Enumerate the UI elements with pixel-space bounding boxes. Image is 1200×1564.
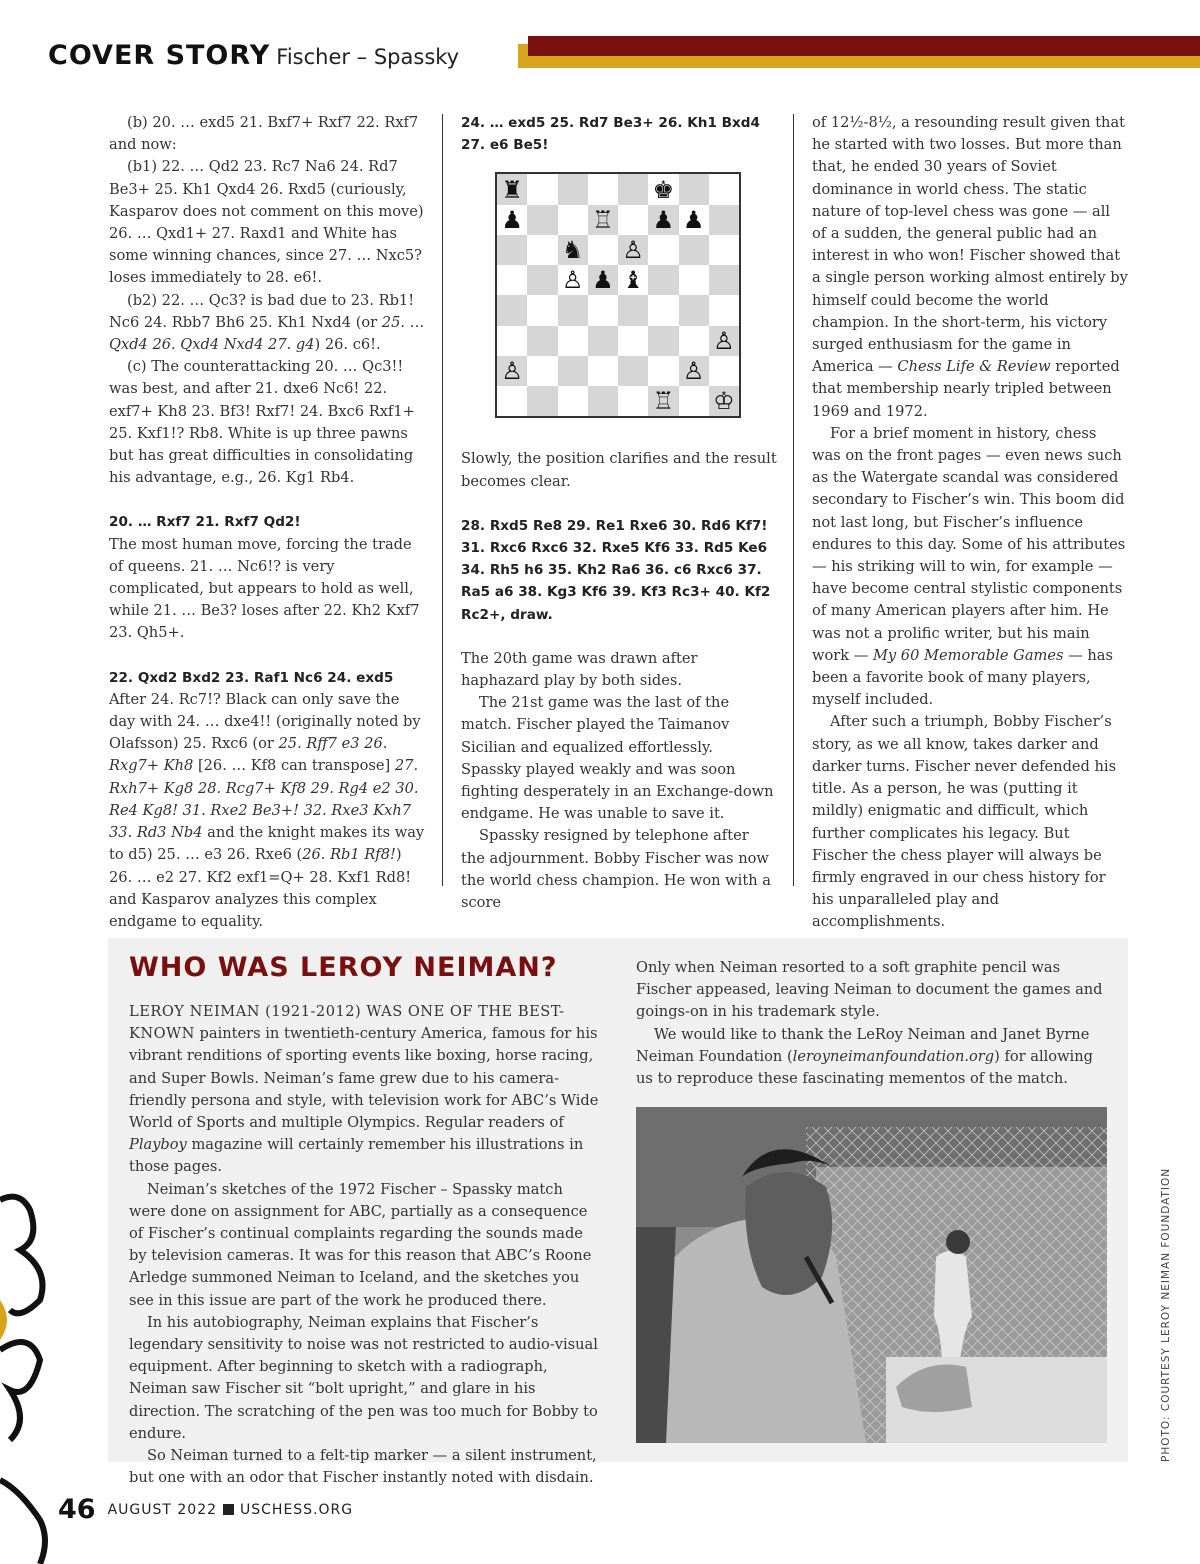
chess-piece-square: ♖ bbox=[648, 386, 678, 416]
paragraph: The 20th game was drawn after haphazard play by both sides. bbox=[461, 649, 698, 690]
paragraph: Slowly, the position clarifies and the result becomes clear. bbox=[461, 450, 777, 490]
chess-piece-square: ♟ bbox=[648, 205, 678, 235]
chess-square bbox=[679, 174, 709, 204]
chess-square bbox=[558, 205, 588, 235]
chess-square bbox=[709, 295, 739, 325]
chess-square bbox=[527, 386, 557, 416]
chess-piece-square: ♜ bbox=[497, 174, 527, 204]
neiman-photo bbox=[636, 1107, 1107, 1443]
chess-square bbox=[618, 326, 648, 356]
move-heading: 28. Rxd5 Re8 29. Re1 Rxe6 30. Rd6 Kf7! 31. Rxc6 Rxc6 32. Rxe5 Kf6 33. Rd5 Ke6 34. Rh5 h6 35. Kh2 Ra6 36. c6 Rxc6 37. Ra5 a6 38. Kg3 Kf6 39. Kf3 Rc3+ 40. Kf2 Rc2+, draw. bbox=[461, 517, 771, 623]
chess-square bbox=[679, 265, 709, 295]
chess-square bbox=[558, 174, 588, 204]
paragraph: (b) 20. … exd5 21. Bxf7+ Rxf7 22. Rxf7 and now: bbox=[109, 114, 419, 154]
chess-square bbox=[709, 235, 739, 265]
paragraph: In his autobiography, Neiman explains that Fischer’s legendary sensitivity to noise was not restricted to audio-visual equipment. After beginning to sketch with a radiograph, Neiman saw Fischer sit “bolt upright,” and glare in his direction. The scratching of the pen was too much for Bobby to endure. bbox=[129, 1313, 598, 1442]
paragraph: Spassky resigned by telephone after the adjournment. Bobby Fischer was now the world chess champion. He won with a score bbox=[461, 827, 771, 912]
paragraph: So Neiman turned to a felt-tip marker — a silent instrument, but one with an odor that Fischer instantly noted with disdain. bbox=[129, 1447, 597, 1487]
chess-square bbox=[527, 235, 557, 265]
chess-square bbox=[648, 326, 678, 356]
chess-square bbox=[588, 295, 618, 325]
move-heading: 22. Qxd2 Bxd2 23. Raf1 Nc6 24. exd5 bbox=[109, 669, 394, 686]
chess-square bbox=[588, 386, 618, 416]
chess-square bbox=[679, 386, 709, 416]
chess-piece-square: ♙ bbox=[679, 356, 709, 386]
chess-square bbox=[679, 235, 709, 265]
chess-piece-square: ♙ bbox=[618, 235, 648, 265]
article-column-2 bbox=[461, 112, 777, 914]
separator-square-icon bbox=[223, 1504, 234, 1515]
paragraph: We would like to thank the LeRoy Neiman and Janet Byrne Neiman Foundation (leroyneimanfoundation.org) for allowing us to reproduce these fascinating mementos of the match. bbox=[636, 1025, 1093, 1088]
section-kicker: COVER STORY bbox=[48, 40, 271, 71]
chess-piece-square: ♟ bbox=[679, 205, 709, 235]
chess-square bbox=[588, 174, 618, 204]
paragraph: (b1) 22. … Qd2 23. Rc7 Na6 24. Rd7 Be3+ 25. Kh1 Qxd4 26. Rxd5 (curiously, Kasparov does not comment on this move) 26. … Qxd1+ 27. Raxd1 and White has some winning chances, since 27. … Nxc5? loses immediately to 28. e6!. bbox=[109, 158, 424, 287]
chess-square bbox=[588, 326, 618, 356]
chess-square bbox=[709, 356, 739, 386]
chess-square bbox=[527, 326, 557, 356]
paragraph: The most human move, forcing the trade of queens. 21. … Nc6!? is very complicated, but appears to hold as well, while 21. … Be3? loses after 22. Kh2 Kxf7 23. Qh5+. bbox=[109, 535, 420, 642]
chess-square bbox=[527, 265, 557, 295]
chess-square bbox=[497, 295, 527, 325]
chess-square bbox=[558, 295, 588, 325]
paragraph: For a brief moment in history, chess was on the front pages — even news such as the Watergate scandal was considered secondary to Fischer’s win. This boom did not last long, but Fischer’s influence endures to this day. Some of his attributes — his striking will to win, for example — have become central stylistic components of many American players after him. He was not a prolific writer, but his main work — My 60 Memorable Games — has been a favorite book of many players, myself included. bbox=[812, 424, 1126, 709]
chess-square bbox=[648, 265, 678, 295]
header-red-bar bbox=[528, 36, 1200, 58]
chess-square bbox=[558, 386, 588, 416]
chess-piece-square: ♚ bbox=[648, 174, 678, 204]
move-heading: 20. … Rxf7 21. Rxf7 Qd2! bbox=[109, 514, 301, 531]
chess-square bbox=[618, 295, 648, 325]
page-footer bbox=[46, 1494, 353, 1525]
paragraph: After such a triumph, Bobby Fischer’s story, as we all know, takes darker and darker turns. Fischer never defended his title. As a person, he was (putting it mildly) enigmatic and difficult, which further complicates his legacy. But Fischer the chess player will always be firmly engraved in our chess history for his unparalleled play and accomplishments. bbox=[812, 713, 1117, 931]
chess-square bbox=[709, 205, 739, 235]
chess-square bbox=[497, 265, 527, 295]
header-gold-bar bbox=[520, 56, 1200, 68]
chess-square bbox=[527, 356, 557, 386]
paragraph: LEROY NEIMAN (1921-2012) WAS ONE OF THE BEST-KNOWN painters in twentieth-century America, famous for his vibrant renditions of sporting events like boxing, horse racing, and Super Bowls. Neiman’s fame grew due to his camera-friendly persona and style, with television work for ABC’s Wide World of Sports and multiple Olympics. Regular readers of Playboy magazine will certainly remember his illustrations in those pages. bbox=[129, 1003, 599, 1176]
paragraph: of 12½-8½, a resounding result given that he started with two losses. But more than that, he ended 30 years of Soviet dominance in world chess. The static nature of top-level chess was gone — all of a sudden, the general public had an interest in who won! Fischer showed that a single person working almost entirely by himself could become the world champion. In the short-term, his victory surged enthusiasm for the game in America — Chess Life & Review reported that membership nearly tripled between 1969 and 1972. bbox=[812, 114, 1128, 420]
move-heading: 24. … exd5 25. Rd7 Be3+ 26. Kh1 Bxd4 27. e6 Be5! bbox=[461, 115, 760, 154]
paragraph: The 21st game was the last of the match. Fischer played the Taimanov Sicilian and equalized effortlessly. Spassky played weakly and was soon fighting desperately in an Exchange-down endgame. He was unable to save it. bbox=[461, 694, 774, 823]
chess-piece-square: ♖ bbox=[588, 205, 618, 235]
article-column-1 bbox=[109, 112, 425, 933]
sidebar-title: WHO WAS LEROY NEIMAN? bbox=[129, 952, 558, 983]
sidebar-column-left bbox=[129, 1001, 601, 1489]
chess-piece-square: ♙ bbox=[558, 265, 588, 295]
site-url: USCHESS.ORG bbox=[240, 1501, 354, 1518]
chess-square bbox=[648, 295, 678, 325]
chess-square bbox=[618, 386, 648, 416]
paragraph: Only when Neiman resorted to a soft graphite pencil was Fischer appeased, leaving Neiman to document the games and goings-on in his trademark style. bbox=[636, 959, 1103, 1021]
chess-square bbox=[648, 356, 678, 386]
chess-square bbox=[618, 174, 648, 204]
issue-date: AUGUST 2022 bbox=[107, 1501, 218, 1518]
photo-credit: PHOTO: COURTESY LEROY NEIMAN FOUNDATION bbox=[1160, 1167, 1172, 1462]
chess-square bbox=[497, 326, 527, 356]
chess-square bbox=[588, 235, 618, 265]
chess-square bbox=[709, 174, 739, 204]
paragraph: Neiman’s sketches of the 1972 Fischer – Spassky match were done on assignment for ABC, partially as a consequence of Fischer’s continual complaints regarding the sounds made by television cameras. It was for this reason that ABC’s Roone Arledge summoned Neiman to Iceland, and the sketches you see in this issue are part of the work he produced there. bbox=[129, 1180, 592, 1309]
chess-piece-square: ♔ bbox=[709, 386, 739, 416]
chess-square bbox=[527, 295, 557, 325]
chess-square bbox=[588, 356, 618, 386]
article-column-3 bbox=[812, 112, 1128, 956]
section-subtitle: Fischer – Spassky bbox=[276, 45, 460, 69]
chess-square bbox=[497, 386, 527, 416]
paragraph: (c) The counterattacking 20. … Qc3!! was best, and after 21. dxe6 Nc6! 22. exf7+ Kh8 23. Bf3! Rxf7! 24. Bxc6 Rxf1+ 25. Kxf1!? Rb8. White is up three pawns but has great difficulties in consolidating his advantage, e.g., 26. Kg1 Rb4. bbox=[109, 358, 415, 487]
chess-piece-square: ♙ bbox=[497, 356, 527, 386]
chess-piece-square: ♝ bbox=[618, 265, 648, 295]
chess-square bbox=[527, 174, 557, 204]
section-header bbox=[48, 40, 459, 71]
paragraph: (b2) 22. … Qc3? is bad due to 23. Rb1! Nc6 24. Rbb7 Bh6 25. Kh1 Nxd4 (or 25. … Qxd4 26. Qxd4 Nxd4 27. g4) 26. c6!. bbox=[109, 291, 425, 354]
chess-square bbox=[497, 235, 527, 265]
chess-square bbox=[618, 205, 648, 235]
chess-square bbox=[679, 295, 709, 325]
chess-square bbox=[679, 326, 709, 356]
chess-square bbox=[558, 326, 588, 356]
paragraph: After 24. Rc7!? Black can only save the day with 24. … dxe4!! (originally noted by Olafsson) 25. Rxc6 (or 25. Rff7 e3 26. Rxg7+ Kh8 [26. … Kf8 can transpose] 27. Rxh7+ Kg8 28. Rcg7+ Kf8 29. Rg4 e2 30. Re4 Kg8! 31. Rxe2 Be3+! 32. Rxe3 Kxh7 33. Rd3 Nb4 and the knight makes its way to d5) 25. … e3 26. Rxe6 (26. Rb1 Rf8!) 26. … e2 27. Kf2 exf1=Q+ 28. Kxf1 Rd8! and Kasparov analyzes this complex endgame to equality. bbox=[109, 690, 425, 930]
chess-diagram bbox=[495, 172, 741, 418]
chess-square bbox=[709, 265, 739, 295]
chess-piece-square: ♙ bbox=[709, 326, 739, 356]
sidebar-column-right bbox=[636, 957, 1108, 1090]
chess-piece-square: ♟ bbox=[588, 265, 618, 295]
chess-square bbox=[558, 356, 588, 386]
column-rule bbox=[793, 114, 794, 886]
header-gold-notch bbox=[518, 44, 528, 68]
chess-square bbox=[618, 356, 648, 386]
chess-square bbox=[648, 235, 678, 265]
chess-piece-square: ♞ bbox=[558, 235, 588, 265]
page-number: 46 bbox=[58, 1494, 96, 1525]
chess-piece-square: ♟ bbox=[497, 205, 527, 235]
column-rule bbox=[442, 114, 443, 886]
chess-square bbox=[527, 205, 557, 235]
